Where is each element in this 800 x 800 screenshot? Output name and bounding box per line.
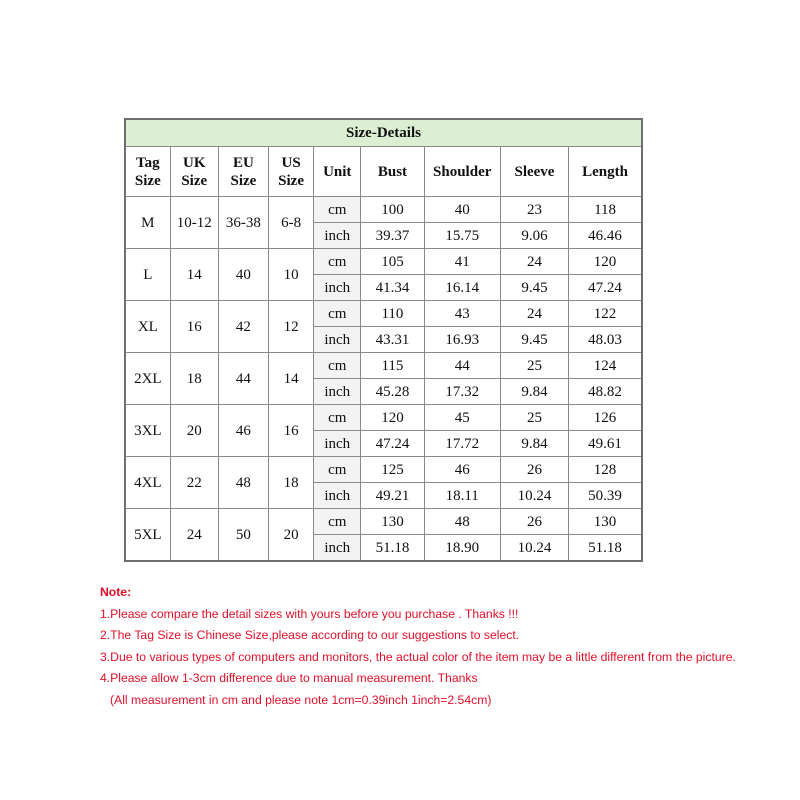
unit-cell: cm <box>314 457 361 483</box>
unit-cell: inch <box>314 327 361 353</box>
measure-cell: 25 <box>500 353 568 379</box>
measure-cell: 9.45 <box>500 327 568 353</box>
table-header-row <box>125 147 642 197</box>
measure-cell: 49.21 <box>361 483 424 509</box>
size-cell-eu: 36-38 <box>218 197 268 249</box>
measure-cell: 126 <box>569 405 642 431</box>
measure-cell: 44 <box>424 353 500 379</box>
measure-cell: 10.24 <box>500 483 568 509</box>
unit-cell: cm <box>314 249 361 275</box>
unit-cell: cm <box>314 353 361 379</box>
measure-cell: 16.14 <box>424 275 500 301</box>
size-cell-uk: 24 <box>170 509 218 562</box>
note-line-2: 2.The Tag Size is Chinese Size,please according to our suggestions to select. <box>100 628 520 642</box>
measure-cell: 9.84 <box>500 379 568 405</box>
size-cell-us: 16 <box>269 405 314 457</box>
measure-cell: 41 <box>424 249 500 275</box>
header-cell <box>269 147 314 197</box>
size-cell-tag: L <box>125 249 170 301</box>
size-cell-us: 10 <box>269 249 314 301</box>
measure-cell: 122 <box>569 301 642 327</box>
measure-cell: 24 <box>500 301 568 327</box>
notes-section <box>100 582 780 711</box>
header-cell <box>569 147 642 197</box>
table-row <box>125 509 642 535</box>
size-cell-tag: 5XL <box>125 509 170 562</box>
measure-cell: 120 <box>569 249 642 275</box>
measure-cell: 24 <box>500 249 568 275</box>
measure-cell: 18.11 <box>424 483 500 509</box>
measure-cell: 100 <box>361 197 424 223</box>
unit-cell: cm <box>314 197 361 223</box>
header-text: Shoulder <box>433 163 492 180</box>
measure-cell: 47.24 <box>569 275 642 301</box>
measure-cell: 25 <box>500 405 568 431</box>
measure-cell: 26 <box>500 509 568 535</box>
table-row <box>125 405 642 431</box>
measure-cell: 46.46 <box>569 223 642 249</box>
size-cell-uk: 20 <box>170 405 218 457</box>
notes-title: Note: <box>100 585 132 599</box>
header-text: Size <box>181 172 208 189</box>
measure-cell: 45 <box>424 405 500 431</box>
size-cell-us: 12 <box>269 301 314 353</box>
unit-cell: cm <box>314 405 361 431</box>
table-row <box>125 301 642 327</box>
unit-cell: inch <box>314 223 361 249</box>
measure-cell: 48.82 <box>569 379 642 405</box>
measure-cell: 46 <box>424 457 500 483</box>
header-text: Length <box>582 163 628 180</box>
unit-cell: cm <box>314 301 361 327</box>
header-text: Size <box>134 172 161 189</box>
table-title: Size-Details <box>125 119 642 147</box>
unit-cell: inch <box>314 275 361 301</box>
measure-cell: 51.18 <box>569 535 642 562</box>
size-cell-eu: 46 <box>218 405 268 457</box>
header-cell <box>170 147 218 197</box>
size-cell-uk: 16 <box>170 301 218 353</box>
measure-cell: 115 <box>361 353 424 379</box>
size-cell-tag: XL <box>125 301 170 353</box>
measure-cell: 18.90 <box>424 535 500 562</box>
header-text: Sleeve <box>514 163 555 180</box>
table-row <box>125 353 642 379</box>
size-cell-eu: 44 <box>218 353 268 405</box>
measure-cell: 51.18 <box>361 535 424 562</box>
size-details-table <box>124 118 643 562</box>
size-cell-eu: 42 <box>218 301 268 353</box>
note-line-4: 4.Please allow 1-3cm difference due to manual measurement. Thanks <box>100 671 478 685</box>
header-cell <box>424 147 500 197</box>
size-cell-uk: 14 <box>170 249 218 301</box>
table-row <box>125 249 642 275</box>
unit-cell: inch <box>314 535 361 562</box>
measure-cell: 15.75 <box>424 223 500 249</box>
measure-cell: 23 <box>500 197 568 223</box>
measure-cell: 110 <box>361 301 424 327</box>
size-cell-uk: 22 <box>170 457 218 509</box>
size-cell-eu: 50 <box>218 509 268 562</box>
size-cell-uk: 10-12 <box>170 197 218 249</box>
header-text: Size <box>278 172 304 189</box>
measure-cell: 43.31 <box>361 327 424 353</box>
measure-cell: 124 <box>569 353 642 379</box>
measure-cell: 9.45 <box>500 275 568 301</box>
table-row <box>125 197 642 223</box>
header-text: Size <box>230 172 257 189</box>
note-line-3: 3.Due to various types of computers and monitors, the actual color of the item may be a little different from the picture. <box>100 649 736 664</box>
size-cell-us: 18 <box>269 457 314 509</box>
measure-cell: 17.32 <box>424 379 500 405</box>
measure-cell: 41.34 <box>361 275 424 301</box>
size-cell-tag: M <box>125 197 170 249</box>
header-text: Unit <box>323 163 352 180</box>
header-cell <box>361 147 424 197</box>
header-text: US <box>281 154 301 171</box>
table-row <box>125 457 642 483</box>
measure-cell: 128 <box>569 457 642 483</box>
note-line-1: 1.Please compare the detail sizes with yours before you purchase . Thanks !!! <box>100 606 519 621</box>
measure-cell: 118 <box>569 197 642 223</box>
measure-cell: 39.37 <box>361 223 424 249</box>
measure-cell: 130 <box>361 509 424 535</box>
measure-cell: 17.72 <box>424 431 500 457</box>
size-cell-eu: 48 <box>218 457 268 509</box>
measure-cell: 48 <box>424 509 500 535</box>
measure-cell: 10.24 <box>500 535 568 562</box>
size-cell-tag: 3XL <box>125 405 170 457</box>
size-cell-tag: 2XL <box>125 353 170 405</box>
unit-cell: inch <box>314 431 361 457</box>
size-cell-eu: 40 <box>218 249 268 301</box>
measure-cell: 125 <box>361 457 424 483</box>
size-cell-us: 14 <box>269 353 314 405</box>
measure-cell: 47.24 <box>361 431 424 457</box>
measure-cell: 45.28 <box>361 379 424 405</box>
note-line-5: (All measurement in cm and please note 1cm=0.39inch 1inch=2.54cm) <box>110 692 492 707</box>
measure-cell: 120 <box>361 405 424 431</box>
measure-cell: 105 <box>361 249 424 275</box>
measure-cell: 130 <box>569 509 642 535</box>
header-text: Tag <box>136 154 160 171</box>
unit-cell: cm <box>314 509 361 535</box>
size-cell-uk: 18 <box>170 353 218 405</box>
header-text: Bust <box>377 163 408 180</box>
measure-cell: 40 <box>424 197 500 223</box>
unit-cell: inch <box>314 379 361 405</box>
header-text: EU <box>233 154 254 171</box>
size-cell-us: 20 <box>269 509 314 562</box>
header-cell <box>218 147 268 197</box>
measure-cell: 50.39 <box>569 483 642 509</box>
measure-cell: 49.61 <box>569 431 642 457</box>
header-cell <box>314 147 361 197</box>
measure-cell: 16.93 <box>424 327 500 353</box>
measure-cell: 48.03 <box>569 327 642 353</box>
size-cell-tag: 4XL <box>125 457 170 509</box>
header-text: UK <box>182 154 206 171</box>
measure-cell: 9.84 <box>500 431 568 457</box>
measure-cell: 9.06 <box>500 223 568 249</box>
measure-cell: 43 <box>424 301 500 327</box>
header-cell <box>125 147 170 197</box>
size-cell-us: 6-8 <box>269 197 314 249</box>
unit-cell: inch <box>314 483 361 509</box>
table-body <box>125 197 642 562</box>
measure-cell: 26 <box>500 457 568 483</box>
header-cell <box>500 147 568 197</box>
